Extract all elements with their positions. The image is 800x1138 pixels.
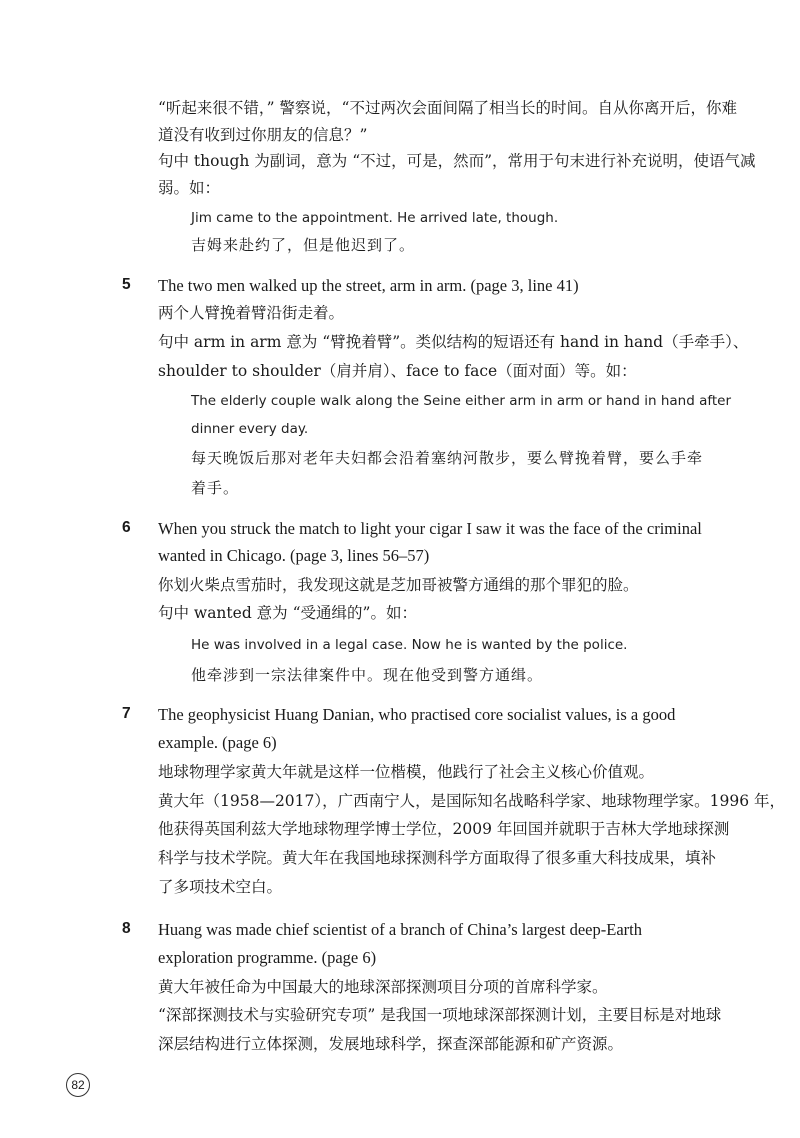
note-7-line-6: 科学与技术学院。黄大年在我国地球探测科学方面取得了很多重大科技成果，填补 <box>158 849 717 867</box>
note-8-line-4: “深部探测技术与实验研究专项” 是我国一项地球深部探测计划，主要目标是对地球 <box>158 1006 722 1024</box>
note-number-6: 6 <box>122 519 131 536</box>
intro-example-en: Jim came to the appointment. He arrived late, though. <box>191 210 559 226</box>
intro-line-4: 弱。如： <box>158 179 221 197</box>
note-5-example-4: 着手。 <box>191 479 240 497</box>
note-5-line-4: shoulder to shoulder（肩并肩）、face to face（面对面）等。如： <box>158 362 637 380</box>
note-6-line-4: 句中 wanted 意为 “受通缉的”。如： <box>158 604 417 622</box>
note-5-example-2: dinner every day. <box>191 421 309 437</box>
note-5-line-1: The two men walked up the street, arm in arm. (page 3, line 41) <box>158 276 579 295</box>
note-7-line-5: 他获得英国利兹大学地球物理学博士学位，2009 年回国并就职于吉林大学地球探测 <box>158 820 730 838</box>
note-8-line-3: 黄大年被任命为中国最大的地球深部探测项目分项的首席科学家。 <box>158 978 608 996</box>
note-7-line-2: example. (page 6) <box>158 733 277 752</box>
page-number-badge: 82 <box>66 1073 90 1097</box>
intro-example-zh: 吉姆来赴约了，但是他迟到了。 <box>191 236 416 254</box>
note-8-line-1: Huang was made chief scientist of a branch of China’s largest deep-Earth <box>158 920 642 939</box>
note-7-line-3: 地球物理学家黄大年就是这样一位楷模，他践行了社会主义核心价值观。 <box>158 763 655 781</box>
note-5-example-3: 每天晚饭后那对老年夫妇都会沿着塞纳河散步，要么臂挽着臂，要么手牵 <box>191 449 704 467</box>
intro-line-3: 句中 though 为副词，意为 “不过，可是，然而”，常用于句末进行补充说明，使语气减 <box>158 152 756 170</box>
note-7-line-4: 黄大年（1958—2017），广西南宁人，是国际知名战略科学家、地球物理学家。1996 年， <box>158 792 786 810</box>
note-5-line-2: 两个人臂挽着臂沿街走着。 <box>158 304 345 322</box>
note-number-8: 8 <box>122 920 131 937</box>
note-5-line-3: 句中 arm in arm 意为 “臂挽着臂”。类似结构的短语还有 hand in hand（手牵手）、 <box>158 333 749 351</box>
note-number-7: 7 <box>122 705 131 722</box>
note-6-line-2: wanted in Chicago. (page 3, lines 56–57) <box>158 546 430 565</box>
note-7-line-1: The geophysicist Huang Danian, who practised core socialist values, is a good <box>158 705 676 724</box>
note-8-line-2: exploration programme. (page 6) <box>158 948 377 967</box>
note-number-5: 5 <box>122 276 131 293</box>
note-6-line-3: 你划火柴点雪茄时，我发现这就是芝加哥被警方通缉的那个罪犯的脸。 <box>158 576 639 594</box>
note-5-example-1: The elderly couple walk along the Seine either arm in arm or hand in hand after <box>191 393 731 409</box>
intro-line-2: 道没有收到过你朋友的信息？” <box>158 126 368 144</box>
note-8-line-5: 深层结构进行立体探测，发展地球科学，探查深部能源和矿产资源。 <box>158 1035 624 1053</box>
note-6-example-2: 他牵涉到一宗法律案件中。现在他受到警方通缉。 <box>191 666 544 684</box>
note-6-line-1: When you struck the match to light your cigar I saw it was the face of the criminal <box>158 519 702 538</box>
intro-line-1: “听起来很不错，” 警察说，“不过两次会面间隔了相当长的时间。自从你离开后，你难 <box>158 99 737 117</box>
note-6-example-1: He was involved in a legal case. Now he is wanted by the police. <box>191 637 628 653</box>
note-7-line-7: 了多项技术空白。 <box>158 878 283 896</box>
